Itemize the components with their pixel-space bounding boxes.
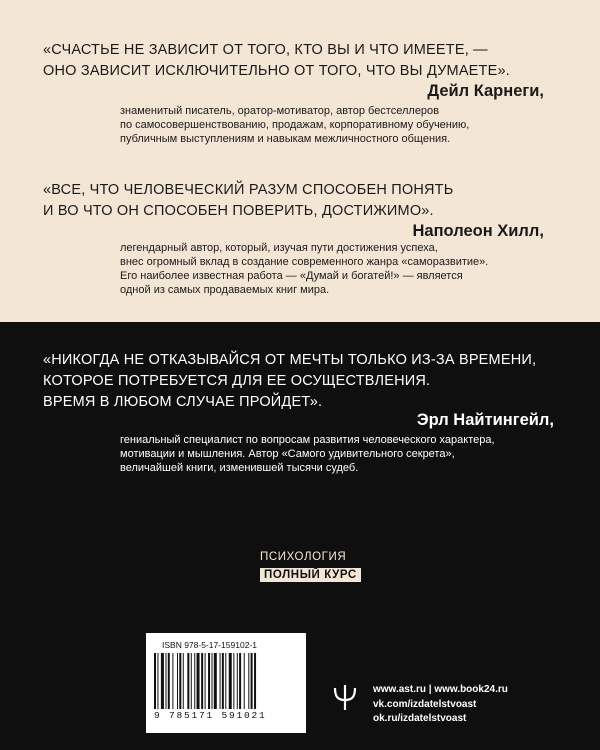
barcode-bar	[187, 653, 189, 709]
quote-author	[417, 411, 554, 430]
quote-author	[427, 82, 544, 101]
barcode-bar	[191, 653, 192, 709]
barcode-bar	[157, 653, 158, 709]
author-comma: ,	[539, 222, 544, 240]
quote-text	[43, 40, 510, 82]
barcode-bar	[197, 653, 200, 709]
barcode-bar	[194, 653, 195, 709]
publisher-links	[373, 683, 508, 727]
author-bio	[120, 433, 495, 475]
barcode-bar	[225, 653, 226, 709]
barcode-bar	[166, 653, 167, 709]
isbn-barcode	[146, 633, 306, 733]
bio-line: легендарный автор, который, изучая пути достижения успеха,	[120, 242, 438, 254]
author-comma: ,	[539, 82, 544, 100]
category-badge: ПОЛНЫЙ КУРС	[260, 568, 361, 582]
bio-line: одной из самых продаваемых книг мира.	[120, 284, 330, 296]
barcode-bar	[161, 653, 164, 709]
barcode-digits: 9 785171 591021	[154, 710, 267, 721]
quote-line: «ВСЕ, ЧТО ЧЕЛОВЕЧЕСКИЙ РАЗУМ СПОСОБЕН ПОНЯТЬ	[43, 182, 454, 198]
author-name: Эрл Найтингейл	[416, 411, 550, 429]
barcode-bar	[248, 653, 249, 709]
author-bio	[120, 241, 488, 297]
barcode-bar	[254, 653, 256, 709]
bio-line: Его наиболее известная работа — «Думай и богатей!» — является	[120, 270, 463, 282]
barcode-bar	[233, 653, 234, 709]
barcode-bar	[179, 653, 181, 709]
barcode-bars	[154, 653, 298, 709]
barcode-bar	[251, 653, 253, 709]
barcode-bar	[177, 653, 178, 709]
author-name: Дейл Карнеги	[427, 82, 540, 100]
quote-line: КОТОРОЕ ПОТРЕБУЕТСЯ ДЛЯ ЕЕ ОСУЩЕСТВЛЕНИЯ.	[43, 373, 431, 389]
barcode-bar	[212, 653, 213, 709]
top-cream-panel	[0, 0, 600, 322]
link-vk[interactable]: vk.com/izdatelstvoast	[373, 698, 477, 710]
barcode-bar	[154, 653, 156, 709]
quote-line: «НИКОГДА НЕ ОТКАЗЫВАЙСЯ ОТ МЕЧТЫ ТОЛЬКО ИЗ-ЗА ВРЕМЕНИ,	[43, 352, 537, 368]
link-ok[interactable]: ok.ru/izdatelstvoast	[373, 713, 467, 724]
isbn-text: ISBN 978-5-17-159102-1	[162, 640, 257, 650]
bio-line: публичным выступлениям и навыкам межличностного общения.	[120, 133, 451, 145]
publisher-psi-logo	[331, 683, 359, 711]
barcode-bar	[237, 653, 238, 709]
barcode-bar	[201, 653, 203, 709]
quote-text	[43, 350, 536, 413]
bio-line: внес огромный вклад в создание современного жанра «саморазвитие».	[120, 256, 489, 268]
quote-author	[412, 222, 544, 241]
barcode-bar	[244, 653, 245, 709]
link-ast-book24[interactable]: www.ast.ru | www.book24.ru	[373, 684, 508, 695]
bio-line: знаменитый писатель, оратор-мотиватор, автор бестселлеров	[120, 105, 440, 117]
barcode-bar	[229, 653, 232, 709]
barcode-bar	[183, 653, 184, 709]
barcode-bar	[168, 653, 170, 709]
barcode-bar	[214, 653, 217, 709]
bio-line: мотивации и мышления. Автор «Самого удивительного секрета»,	[120, 448, 455, 460]
category-label: ПСИХОЛОГИЯ	[260, 551, 347, 563]
bio-line: величайшей книги, изменившей тысячи судеб.	[120, 462, 359, 474]
quote-text	[43, 180, 453, 222]
quote-line: ОНО ЗАВИСИТ ИСКЛЮЧИТЕЛЬНО ОТ ТОГО, ЧТО ВЫ ДУМАЕТЕ».	[43, 63, 510, 79]
quote-line: «СЧАСТЬЕ НЕ ЗАВИСИТ ОТ ТОГО, КТО ВЫ И ЧТО ИМЕЕТЕ, —	[43, 42, 488, 58]
barcode-bar	[172, 653, 173, 709]
barcode-bar	[220, 653, 221, 709]
bio-line: по самосовершенствованию, продажам, корпоративному обучению,	[120, 119, 470, 131]
quote-line: ВРЕМЯ В ЛЮБОМ СЛУЧАЕ ПРОЙДЕТ».	[43, 394, 323, 410]
bio-line: гениальный специалист по вопросам развития человеческого характера,	[120, 434, 495, 446]
author-comma: ,	[549, 411, 554, 429]
barcode-bar	[208, 653, 210, 709]
barcode-bar	[239, 653, 241, 709]
author-name: Наполеон Хилл	[412, 222, 540, 240]
author-bio	[120, 104, 469, 146]
barcode-bar	[222, 653, 224, 709]
barcode-bar	[205, 653, 206, 709]
quote-line: И ВО ЧТО ОН СПОСОБЕН ПОВЕРИТЬ, ДОСТИЖИМО».	[43, 203, 434, 219]
